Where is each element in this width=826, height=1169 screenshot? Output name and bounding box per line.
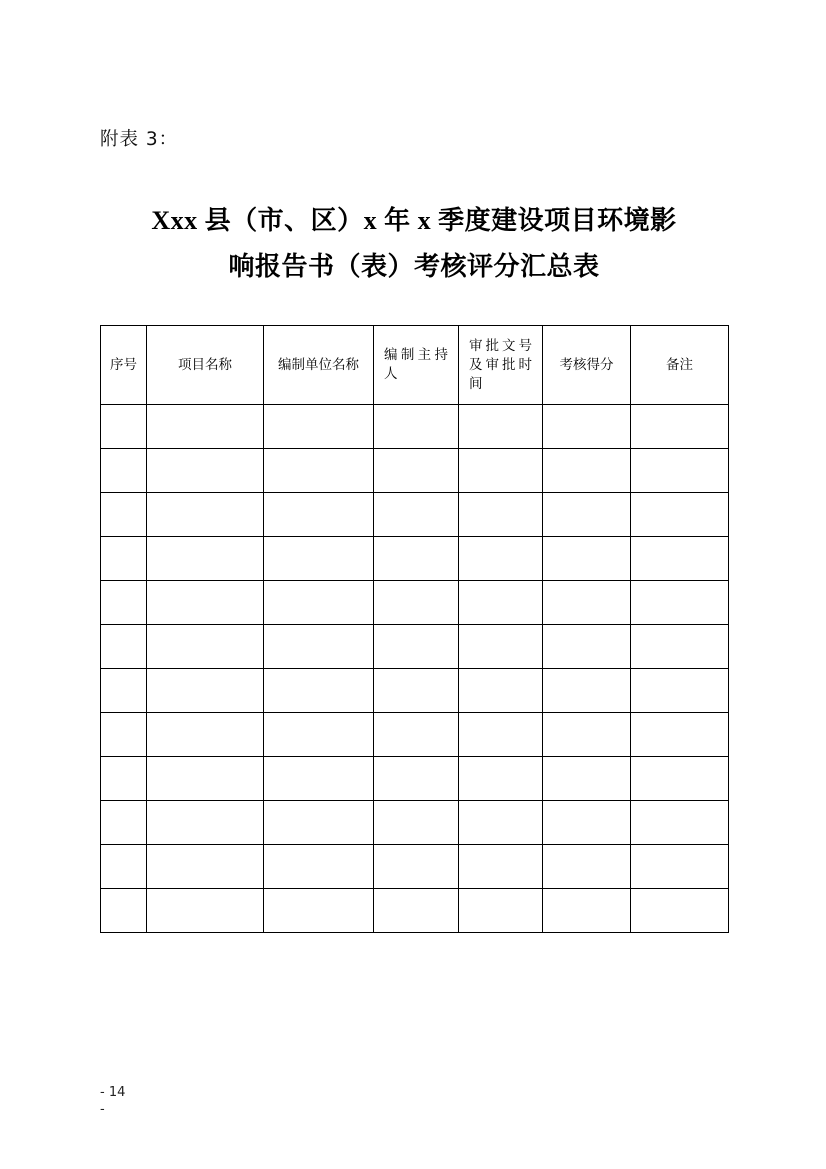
attachment-label: 附表 3： — [100, 129, 179, 150]
table-cell[interactable] — [374, 625, 459, 669]
column-header-serial-label: 序号 — [110, 356, 137, 373]
table-cell[interactable] — [631, 801, 729, 845]
column-header-preparing-unit-label: 编制单位名称 — [278, 356, 359, 373]
table-cell[interactable] — [374, 889, 459, 933]
table-cell[interactable] — [264, 405, 374, 449]
table-cell[interactable] — [147, 493, 264, 537]
table-cell[interactable] — [631, 581, 729, 625]
table-cell[interactable] — [264, 581, 374, 625]
table-cell[interactable] — [101, 845, 147, 889]
table-cell[interactable] — [101, 405, 147, 449]
table-cell[interactable] — [374, 537, 459, 581]
table-row — [101, 581, 729, 625]
table-cell[interactable] — [459, 669, 543, 713]
table-cell[interactable] — [543, 713, 631, 757]
table-cell[interactable] — [543, 581, 631, 625]
table-cell[interactable] — [459, 889, 543, 933]
table-cell[interactable] — [631, 845, 729, 889]
column-header-preparing-unit — [264, 326, 374, 405]
table-row — [101, 757, 729, 801]
table-row — [101, 845, 729, 889]
table-cell[interactable] — [264, 801, 374, 845]
table-cell[interactable] — [459, 493, 543, 537]
column-header-serial — [101, 326, 147, 405]
table-body — [101, 405, 729, 933]
table-cell[interactable] — [147, 801, 264, 845]
table-cell[interactable] — [264, 713, 374, 757]
table-row — [101, 889, 729, 933]
title-line-1: Xxx 县（市、区）x 年 x 季度建设项目环境影 — [151, 206, 677, 235]
table-cell[interactable] — [147, 581, 264, 625]
table-cell[interactable] — [264, 757, 374, 801]
page-title — [100, 198, 728, 290]
table-cell[interactable] — [631, 405, 729, 449]
table-cell[interactable] — [101, 581, 147, 625]
table-cell[interactable] — [543, 801, 631, 845]
table-cell[interactable] — [459, 757, 543, 801]
table-cell[interactable] — [147, 449, 264, 493]
footer-page-number-continuation: - — [100, 1102, 105, 1117]
table-cell[interactable] — [459, 537, 543, 581]
table-cell[interactable] — [374, 449, 459, 493]
table-cell[interactable] — [459, 713, 543, 757]
column-header-approval-doc-label: 审批文号及审批时间 — [469, 337, 532, 392]
table-cell[interactable] — [631, 449, 729, 493]
table-cell[interactable] — [374, 757, 459, 801]
table-cell[interactable] — [459, 625, 543, 669]
score-summary-table — [100, 325, 729, 933]
table-cell[interactable] — [147, 845, 264, 889]
table-cell[interactable] — [147, 713, 264, 757]
column-header-project-name — [147, 326, 264, 405]
table-cell[interactable] — [101, 669, 147, 713]
table-row — [101, 449, 729, 493]
column-header-project-name-label: 项目名称 — [178, 356, 232, 373]
column-header-chief-editor-label: 编制主持人 — [384, 347, 448, 382]
column-header-score — [543, 326, 631, 405]
table-cell[interactable] — [631, 889, 729, 933]
table-cell[interactable] — [543, 449, 631, 493]
column-header-remark — [631, 326, 729, 405]
column-header-score-label: 考核得分 — [559, 356, 614, 373]
table-row — [101, 713, 729, 757]
table-cell[interactable] — [264, 449, 374, 493]
table-cell[interactable] — [147, 625, 264, 669]
table-cell[interactable] — [374, 669, 459, 713]
table-cell[interactable] — [459, 801, 543, 845]
table-cell[interactable] — [631, 669, 729, 713]
table-cell[interactable] — [631, 493, 729, 537]
table-cell[interactable] — [147, 889, 264, 933]
table-cell[interactable] — [543, 757, 631, 801]
page-footer — [100, 1084, 220, 1118]
table-cell[interactable] — [631, 537, 729, 581]
table-cell[interactable] — [101, 713, 147, 757]
table-cell[interactable] — [101, 537, 147, 581]
column-header-remark-label: 备注 — [666, 356, 693, 373]
table-row — [101, 405, 729, 449]
table-cell[interactable] — [264, 889, 374, 933]
table-cell[interactable] — [631, 757, 729, 801]
table-cell[interactable] — [264, 845, 374, 889]
table-cell[interactable] — [374, 713, 459, 757]
table-row — [101, 669, 729, 713]
table-cell[interactable] — [101, 757, 147, 801]
table-cell[interactable] — [101, 449, 147, 493]
table-cell[interactable] — [147, 537, 264, 581]
column-header-chief-editor — [374, 326, 459, 405]
table-cell[interactable] — [543, 493, 631, 537]
table-row — [101, 801, 729, 845]
table-cell[interactable] — [459, 845, 543, 889]
table-row — [101, 537, 729, 581]
table-cell[interactable] — [374, 493, 459, 537]
table-row — [101, 625, 729, 669]
table-cell[interactable] — [459, 581, 543, 625]
table-cell[interactable] — [631, 625, 729, 669]
table-cell[interactable] — [101, 889, 147, 933]
table-cell[interactable] — [147, 405, 264, 449]
table-cell[interactable] — [543, 889, 631, 933]
column-header-approval-doc — [459, 326, 543, 405]
table-cell[interactable] — [264, 537, 374, 581]
table-cell[interactable] — [264, 625, 374, 669]
table-cell[interactable] — [543, 845, 631, 889]
table-cell[interactable] — [101, 801, 147, 845]
table-row — [101, 493, 729, 537]
table-cell[interactable] — [101, 625, 147, 669]
table-cell[interactable] — [543, 625, 631, 669]
score-summary-table-wrapper — [100, 325, 728, 933]
footer-page-number: - 14 — [100, 1085, 126, 1100]
table-cell[interactable] — [101, 493, 147, 537]
table-cell[interactable] — [543, 405, 631, 449]
table-cell[interactable] — [459, 449, 543, 493]
table-cell[interactable] — [147, 757, 264, 801]
table-cell[interactable] — [543, 537, 631, 581]
table-cell[interactable] — [374, 845, 459, 889]
table-cell[interactable] — [374, 801, 459, 845]
table-cell[interactable] — [264, 493, 374, 537]
table-cell[interactable] — [147, 669, 264, 713]
table-cell[interactable] — [264, 669, 374, 713]
table-cell[interactable] — [631, 713, 729, 757]
table-cell[interactable] — [543, 669, 631, 713]
table-cell[interactable] — [459, 405, 543, 449]
table-cell[interactable] — [374, 581, 459, 625]
table-cell[interactable] — [374, 405, 459, 449]
table-header-row — [101, 326, 729, 405]
title-line-2: 响报告书（表）考核评分汇总表 — [228, 252, 600, 281]
